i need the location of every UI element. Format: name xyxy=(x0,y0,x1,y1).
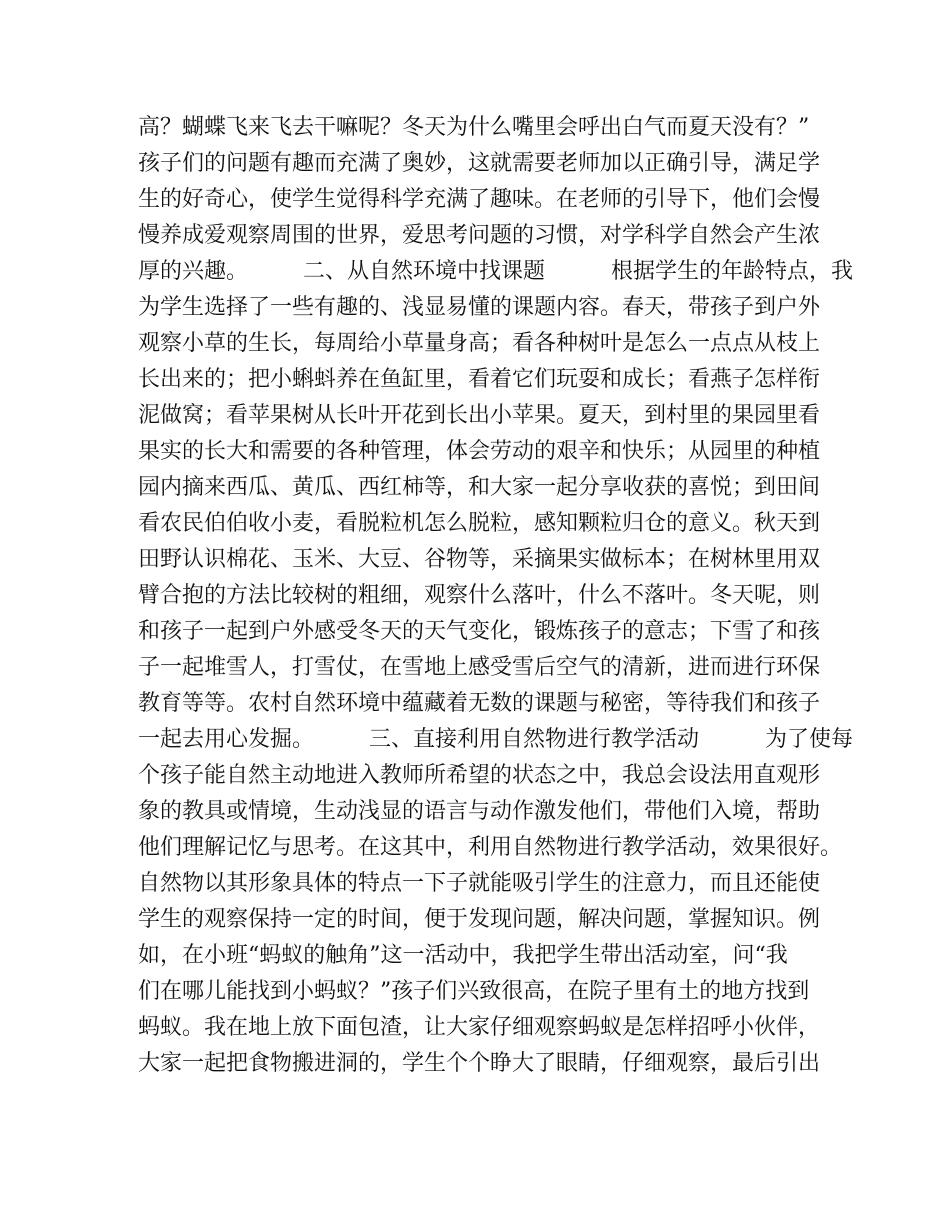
text-line: 学生的观察保持一定的时间，便于发现问题，解决问题，掌握知识。例 xyxy=(138,907,821,932)
text-line: 慢养成爱观察周围的世界，爱思考问题的习惯，对学科学自然会产生浓 xyxy=(138,223,821,248)
text-line: 泥做窝；看苹果树从长叶开花到长出小苹果。夏天，到村里的果园里看 xyxy=(138,403,821,428)
text-line: 教育等等。农村自然环境中蕴藏着无数的课题与秘密，等待我们和孩子 xyxy=(138,691,821,716)
text-line: 观察小草的生长，每周给小草量身高；看各种树叶是怎么一点点从枝上 xyxy=(138,331,821,356)
text-line: 自然物以其形象具体的特点一下子就能吸引学生的注意力，而且还能使 xyxy=(138,871,821,896)
text-line: 为学生选择了一些有趣的、浅显易懂的课题内容。春天，带孩子到户外 xyxy=(138,295,821,320)
text-line: 田野认识棉花、玉米、大豆、谷物等，采摘果实做标本；在树林里用双 xyxy=(138,547,821,572)
text-line: 臂合抱的方法比较树的粗细，观察什么落叶，什么不落叶。冬天呢，则 xyxy=(138,583,821,608)
text-line: 看农民伯伯收小麦，看脱粒机怎么脱粒，感知颗粒归仓的意义。秋天到 xyxy=(138,511,821,536)
text-line: 们在哪儿能找到小蚂蚁？”孩子们兴致很高，在院子里有土的地方找到 xyxy=(138,979,810,1004)
text-line: 一起去用心发掘。 三、直接利用自然物进行教学活动 为了使每 xyxy=(138,727,854,752)
text-line: 蚂蚁。我在地上放下面包渣，让大家仔细观察蚂蚁是怎样招呼小伙伴， xyxy=(138,1015,821,1040)
text-line: 和孩子一起到户外感受冬天的天气变化，锻炼孩子的意志；下雪了和孩 xyxy=(138,619,821,644)
text-line: 孩子们的问题有趣而充满了奥妙，这就需要老师加以正确引导，满足学 xyxy=(138,151,821,176)
text-line: 大家一起把食物搬进洞的，学生个个睁大了眼睛，仔细观察，最后引出 xyxy=(138,1051,821,1076)
text-line: 园内摘来西瓜、黄瓜、西红柿等，和大家一起分享收获的喜悦；到田间 xyxy=(138,475,821,500)
body-text xyxy=(138,110,854,1082)
text-line: 高？蝴蝶飞来飞去干嘛呢？冬天为什么嘴里会呼出白气而夏天没有？” xyxy=(138,115,810,140)
text-line: 果实的长大和需要的各种管理，体会劳动的艰辛和快乐；从园里的种植 xyxy=(138,439,821,464)
text-line: 长出来的；把小蝌蚪养在鱼缸里，看着它们玩耍和成长；看燕子怎样衔 xyxy=(138,367,821,392)
text-line: 厚的兴趣。 二、从自然环境中找课题 根据学生的年龄特点，我 xyxy=(138,259,854,284)
text-line: 生的好奇心，使学生觉得科学充满了趣味。在老师的引导下，他们会慢 xyxy=(138,187,821,212)
text-line: 子一起堆雪人，打雪仗，在雪地上感受雪后空气的清新，进而进行环保 xyxy=(138,655,821,680)
text-line: 如，在小班“蚂蚁的触角”这一活动中，我把学生带出活动室，问“我 xyxy=(138,943,788,968)
text-line: 他们理解记忆与思考。在这其中，利用自然物进行教学活动，效果很好。 xyxy=(138,835,843,860)
text-line: 个孩子能自然主动地进入教师所希望的状态之中，我总会设法用直观形 xyxy=(138,763,821,788)
text-line: 象的教具或情境，生动浅显的语言与动作激发他们，带他们入境，帮助 xyxy=(138,799,821,824)
